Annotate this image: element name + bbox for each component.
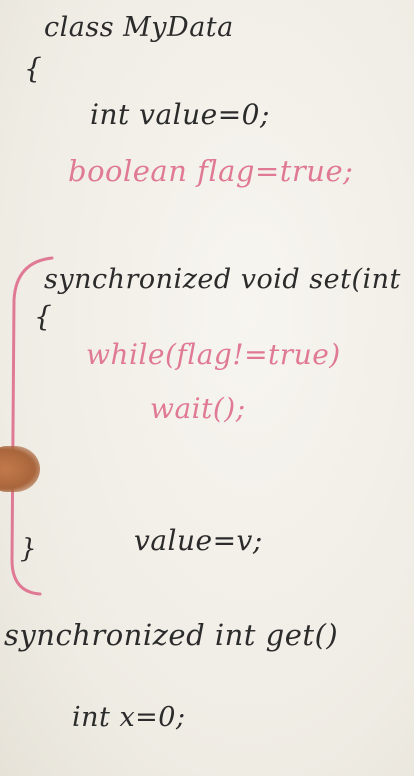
set-close-brace: } [20, 534, 38, 564]
set-open-brace: { [34, 300, 53, 333]
wait-call: wait(); [150, 392, 246, 425]
value-assignment: value=v; [134, 524, 263, 557]
x-declaration: int x=0; [72, 702, 186, 733]
get-method-signature: synchronized int get() [4, 618, 339, 652]
flag-declaration: boolean flag=true; [68, 154, 354, 188]
class-open-brace: { [24, 52, 43, 85]
while-condition: while(flag!=true) [86, 338, 341, 371]
set-method-signature: synchronized void set(int [44, 264, 401, 295]
class-declaration: class MyData [44, 12, 234, 43]
value-declaration: int value=0; [90, 98, 270, 131]
